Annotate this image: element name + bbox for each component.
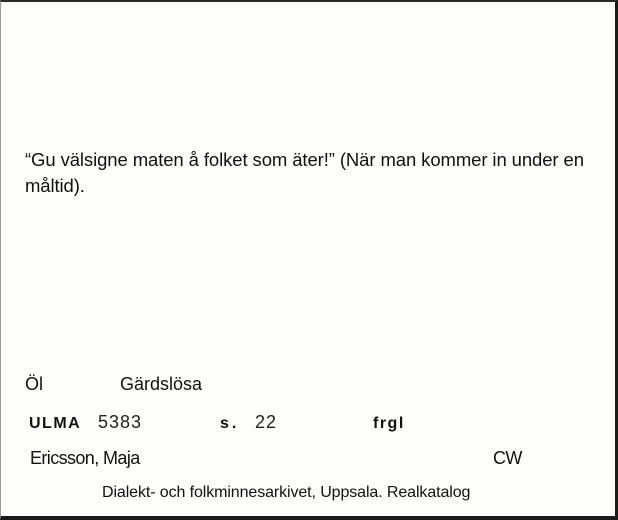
informant-name: Ericsson, Maja	[30, 448, 140, 468]
recorder-initials: CW	[493, 448, 522, 468]
page-label: s.	[220, 415, 240, 432]
category-code: frgl	[373, 415, 405, 432]
archive-footer: Dialekt- och folkminnesarkivet, Uppsala. Realkatalog	[102, 484, 471, 501]
page-number: 22	[255, 412, 278, 432]
parish-label: Gärdslösa	[120, 374, 203, 394]
province-label: Öl	[25, 374, 43, 394]
archive-code: ULMA	[29, 415, 82, 432]
archive-number: 5383	[98, 412, 143, 432]
record-text: “Gu välsigne maten å folket som äter!” (När man kommer in under en måltid).	[25, 149, 584, 196]
